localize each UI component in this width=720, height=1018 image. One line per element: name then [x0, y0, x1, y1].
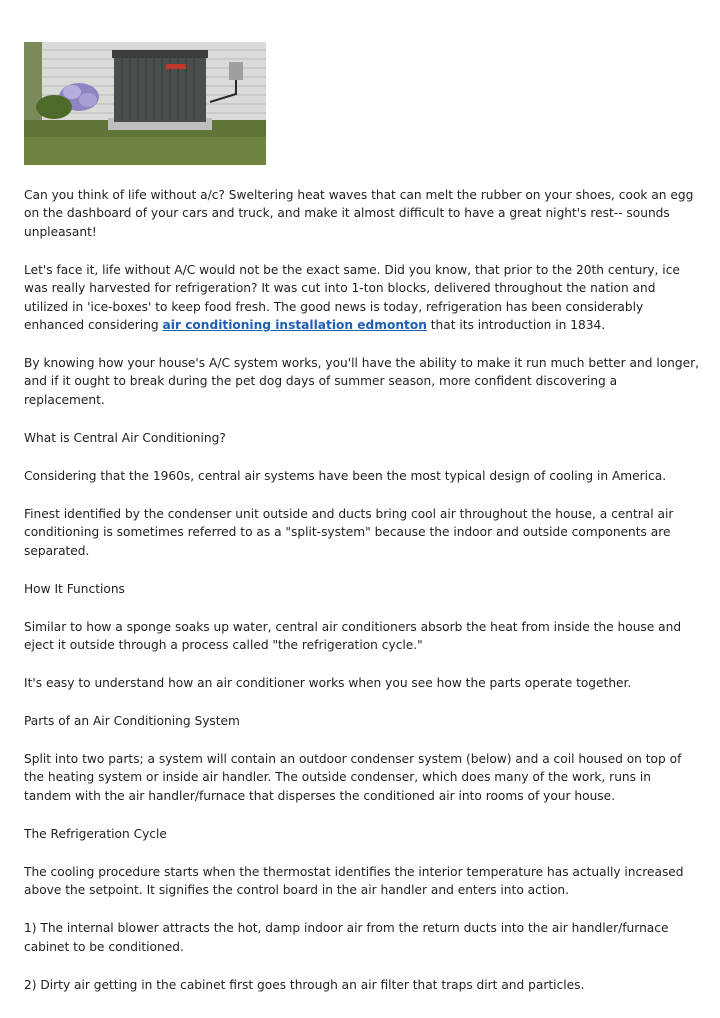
- ac-condenser-photo: [24, 42, 266, 165]
- paragraph: It's easy to understand how an air conditioner works when you see how the parts operate together.: [24, 676, 632, 691]
- paragraph: The cooling procedure starts when the thermostat identifies the interior temperature has actually increased above the setpoint. It signifies the control board in the air handler and enters into action.: [24, 864, 684, 898]
- paragraph: By knowing how your house's A/C system works, you'll have the ability to make it run much better and longer, and if it ought to break during the pet dog days of summer season, more confident discovering a replacement.: [24, 356, 700, 407]
- paragraph: [24, 261, 700, 335]
- paragraph: Considering that the 1960s, central air systems have been the most typical design of cooling in America.: [24, 468, 667, 483]
- air-conditioning-installation-link[interactable]: air conditioning installation edmonton: [162, 318, 427, 333]
- list-step: 1) The internal blower attracts the hot, damp indoor air from the return ducts into the air handler/furnace cabinet to be conditioned.: [24, 921, 669, 954]
- paragraph: Split into two parts; a system will contain an outdoor condenser system (below) and a coil housed on top of the heating system or inside air handler. The outside condenser, which does many of the work, runs in tandem with the air handler/furnace that disperses the conditioned air into rooms of your house.: [24, 752, 682, 803]
- paragraph: Finest identified by the condenser unit outside and ducts bring cool air throughout the house, a central air conditioning is sometimes referred to as a "split-system" because the indoor and outside components are separated.: [24, 506, 674, 558]
- paragraph: Can you think of life without a/c? Sweltering heat waves that can melt the rubber on your shoes, cook an egg on the dashboard of your cars and truck, and make it almost difficult to have a great night's rest-- sounds unpleasant!: [24, 188, 694, 239]
- list-step: 2) Dirty air getting in the cabinet first goes through an air filter that traps dirt and particles.: [24, 977, 585, 992]
- paragraph: Similar to how a sponge soaks up water, central air conditioners absorb the heat from inside the house and eject it outside through a process called "the refrigeration cycle.": [24, 619, 682, 653]
- paragraph-text-after-link: that its introduction in 1834.: [426, 318, 606, 333]
- article-body: [24, 186, 700, 1014]
- section-heading: The Refrigeration Cycle: [24, 826, 167, 841]
- section-heading: How It Functions: [24, 581, 125, 596]
- section-heading: Parts of an Air Conditioning System: [24, 714, 240, 729]
- section-heading: What is Central Air Conditioning?: [24, 430, 226, 445]
- paragraph-text: Let's face it, life without A/C would not be the exact same. Did you know, that prior to the 20th century, ice was really harvested for refrigeration? It was cut into 1-ton blocks, delivered throughout the nation and utilized in 'ice-boxes' to keep food fresh. The good news is today, refrigeration has been considerably enhanced considering: [24, 262, 680, 333]
